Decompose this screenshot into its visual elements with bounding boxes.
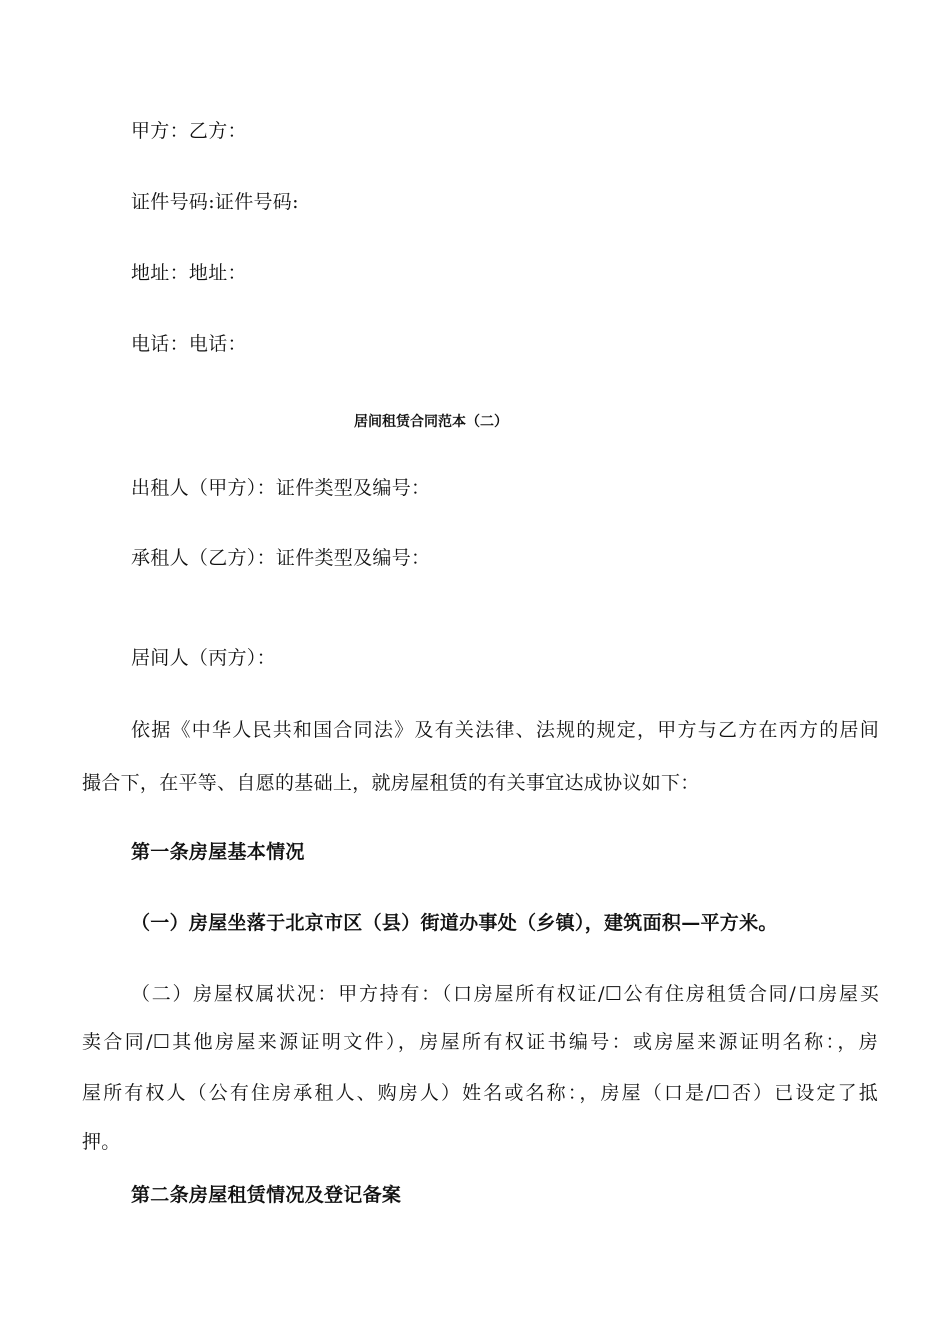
- party-names-line: 甲方：乙方：: [131, 120, 247, 142]
- lessee-line: 承租人（乙方）：证件类型及编号：: [131, 547, 431, 569]
- article-1-item-2-line-3: 屋所有权人（公有住房承租人、购房人）姓名或名称：，房屋（口是/☐否）已设定了抵: [82, 1082, 878, 1104]
- broker-line: 居间人（丙方）：: [131, 647, 276, 669]
- article-1-item-1: （一）房屋坐落于北京市区（县）街道办事处（乡镇），建筑面积—平方米。: [131, 912, 778, 934]
- article-1-item-2-line-4: 押。: [82, 1131, 121, 1153]
- preamble-line-2: 撮合下，在平等、自愿的基础上，就房屋租赁的有关事宜达成协议如下：: [82, 772, 700, 794]
- party-address-line: 地址：地址：: [131, 262, 247, 284]
- party-id-number-line: 证件号码:证件号码:: [131, 191, 299, 213]
- lessor-line: 出租人（甲方）：证件类型及编号：: [131, 477, 431, 499]
- contract-title: 居间租赁合同范本（二）: [354, 414, 508, 430]
- party-phone-line: 电话：电话：: [131, 333, 247, 355]
- article-1-item-2-line-1: （二）房屋权属状况：甲方持有：（口房屋所有权证/☐公有住房租赁合同/口房屋买: [131, 983, 879, 1005]
- preamble-line-1: 依据《中华人民共和国合同法》及有关法律、法规的规定，甲方与乙方在丙方的居间: [131, 719, 879, 741]
- article-1-item-2-line-2: 卖合同/☐其他房屋来源证明文件），房屋所有权证书编号：或房屋来源证明名称：，房: [82, 1031, 878, 1053]
- article-2-heading: 第二条房屋租赁情况及登记备案: [131, 1184, 402, 1206]
- article-1-heading: 第一条房屋基本情况: [131, 841, 305, 863]
